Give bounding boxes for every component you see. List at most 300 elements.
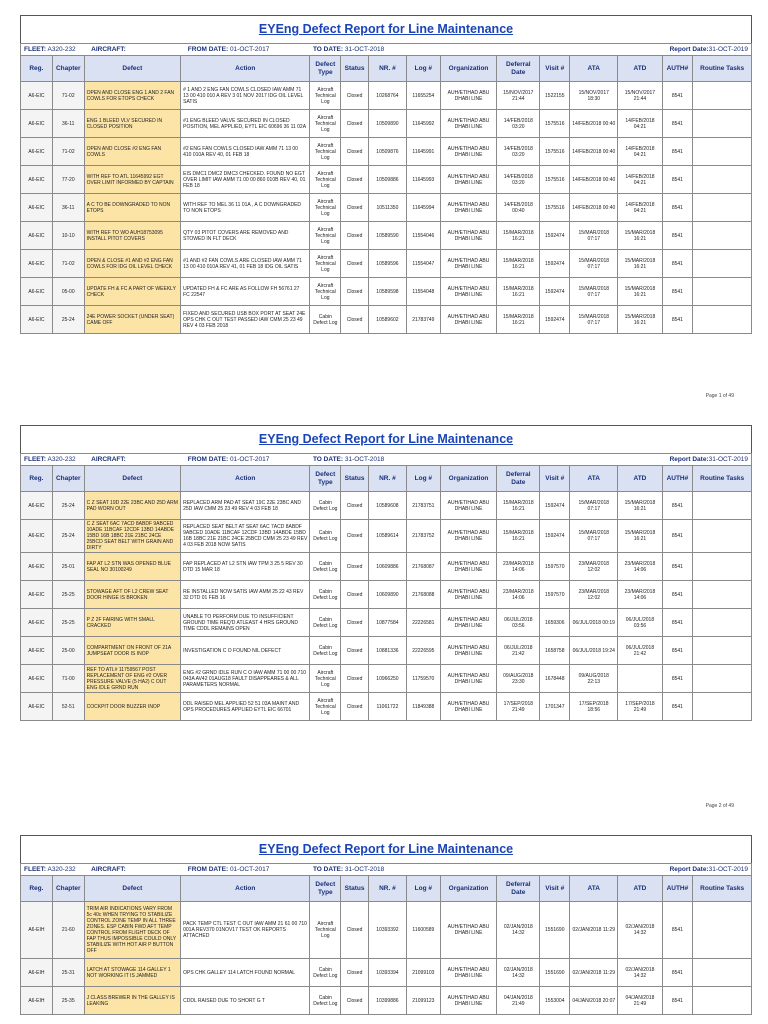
atd-cell: 15/MAR/2018 16:21	[618, 250, 662, 278]
auth-cell: 8541	[662, 492, 693, 520]
column-header: AUTH#	[662, 56, 693, 82]
routine-tasks-cell	[693, 278, 752, 306]
defect-type-cell: Cabin Defect Log	[310, 637, 341, 665]
reg-cell: A6-EIC	[21, 194, 53, 222]
deferral-date-cell: 15/MAR/2018 16:21	[497, 492, 540, 520]
action-cell: REPLACED ARM PAD AT SEAT 19C 22E 23BC AND 25D IAW CMM 25 23 49 REV 4 03 FEB 18	[181, 492, 310, 520]
ata-cell: 02/JAN/2018 11:29	[570, 902, 618, 959]
table-row	[21, 902, 752, 959]
status-cell: Closed	[341, 222, 369, 250]
column-header: Defect	[84, 466, 180, 492]
column-header: Defect Type	[310, 56, 341, 82]
auth-cell: 8541	[662, 222, 693, 250]
organization-cell: AUH/ETIHAD ABU DHABI LINE	[440, 194, 496, 222]
action-cell: ENG #2 GRND IDLE RUN C O IAW AMM 71 00 00 710 043A AV42 01AUG18 FAULT DISAPPEARES & ALL PARAMETERS NORMAL	[181, 665, 310, 693]
atd-cell: 02/JAN/2018 14:32	[618, 902, 662, 959]
atd-cell: 14/FEB/2018 04:21	[618, 110, 662, 138]
ata-cell: 14/FEB/2018 00:40	[570, 138, 618, 166]
log-cell: 22226595	[406, 637, 440, 665]
deferral-date-cell: 23/MAR/2018 14:06	[497, 581, 540, 609]
organization-cell: AUH/ETIHAD ABU DHABI LINE	[440, 987, 496, 1015]
defect-type-cell: Cabin Defect Log	[310, 987, 341, 1015]
column-header: Routine Tasks	[693, 876, 752, 902]
atd-cell: 02/JAN/2018 14:32	[618, 959, 662, 987]
deferral-date-cell: 02/JAN/2018 14:32	[497, 902, 540, 959]
column-header: ATA	[570, 876, 618, 902]
chapter-cell: 25-35	[52, 987, 84, 1015]
status-cell: Closed	[341, 553, 369, 581]
table-row	[21, 110, 752, 138]
status-cell: Closed	[341, 581, 369, 609]
column-header: Visit #	[540, 466, 570, 492]
reg-cell: A6-EIC	[21, 222, 53, 250]
organization-cell: AUH/ETIHAD ABU DHABI LINE	[440, 492, 496, 520]
defect-table	[20, 43, 752, 334]
log-cell: 11600589	[406, 902, 440, 959]
log-cell: 11645991	[406, 138, 440, 166]
action-cell: UNABLE TO PERFORM DUE TO INSUFFICIENT GROUND TIME REQ'D ATLEAST 4 HRS GROUND TIME CDDL REMAINS OPEN	[181, 609, 310, 637]
visit-cell: 1701347	[540, 693, 570, 721]
deferral-date-cell: 15/MAR/2018 16:21	[497, 250, 540, 278]
routine-tasks-cell	[693, 82, 752, 110]
routine-tasks-cell	[693, 637, 752, 665]
header-row	[21, 876, 752, 902]
defect-cell: C Z SEAT 19D 22E 23BC AND 25D ARM PAD WORN OUT	[84, 492, 180, 520]
visit-cell: 1575516	[540, 166, 570, 194]
deferral-date-cell: 23/MAR/2018 14:06	[497, 553, 540, 581]
defect-type-cell: Cabin Defect Log	[310, 492, 341, 520]
defect-type-cell: Cabin Defect Log	[310, 520, 341, 553]
ata-cell: 23/MAR/2018 12:02	[570, 553, 618, 581]
action-cell: FIXED AND SECURED USB BOX PORT AT SEAT 24E OPS CHK C OUT TEST PASSED IAW CMM 25 23 49 REV 4 03 FEB 2018	[181, 306, 310, 334]
deferral-date-cell: 15/MAR/2018 16:21	[497, 278, 540, 306]
aircraft-cell: AIRCRAFT: FROM DATE: 01-OCT-2017	[84, 864, 310, 876]
action-cell: FAP REPLACED AT L2 STN IAW TPM 3 25 5 REV 30 DTD 15 MAR 18	[181, 553, 310, 581]
chapter-cell: 36-11	[52, 110, 84, 138]
auth-cell: 8541	[662, 82, 693, 110]
reg-cell: A6-EIC	[21, 581, 53, 609]
log-cell: 11554047	[406, 250, 440, 278]
to-date-cell: TO DATE: 31-OCT-2018	[310, 44, 497, 56]
organization-cell: AUH/ETIHAD ABU DHABI LINE	[440, 278, 496, 306]
visit-cell: 1551690	[540, 959, 570, 987]
atd-cell: 14/FEB/2018 04:21	[618, 166, 662, 194]
visit-cell: 1522155	[540, 82, 570, 110]
action-cell: UPDATED FH & FC ARE AS FOLLOW FH 56761 27 FC 22547	[181, 278, 310, 306]
organization-cell: AUH/ETIHAD ABU DHABI LINE	[440, 520, 496, 553]
report-title: EYEng Defect Report for Line Maintenance	[20, 425, 752, 453]
column-header: Chapter	[52, 876, 84, 902]
reg-cell: A6-EIH	[21, 987, 53, 1015]
log-cell: 11554048	[406, 278, 440, 306]
visit-cell: 1553004	[540, 987, 570, 1015]
nr-cell: 10589590	[368, 222, 406, 250]
atd-cell: 23/MAR/2018 14:06	[618, 553, 662, 581]
nr-cell: 10589614	[368, 520, 406, 553]
chapter-cell: 25-24	[52, 306, 84, 334]
table-row	[21, 222, 752, 250]
routine-tasks-cell	[693, 194, 752, 222]
table-body	[21, 82, 752, 334]
routine-tasks-cell	[693, 306, 752, 334]
defect-type-cell: Cabin Defect Log	[310, 581, 341, 609]
log-cell: 11645994	[406, 194, 440, 222]
ata-cell: 15/MAR/2018 07:17	[570, 492, 618, 520]
auth-cell: 8541	[662, 250, 693, 278]
deferral-date-cell: 04/JAN/2018 21:49	[497, 987, 540, 1015]
ata-cell: 14/FEB/2018 00:40	[570, 166, 618, 194]
ata-cell: 06/JUL/2018 19:24	[570, 637, 618, 665]
routine-tasks-cell	[693, 693, 752, 721]
action-cell: RE INSTALLED NOW SATIS IAW AMM 25 22 43 REV 32 DTD 01 FEB 16	[181, 581, 310, 609]
reg-cell: A6-EIC	[21, 693, 53, 721]
report-date-cell: Report Date:31-OCT-2019	[497, 44, 752, 56]
status-cell: Closed	[341, 250, 369, 278]
defect-type-cell: Aircraft Technical Log	[310, 250, 341, 278]
auth-cell: 8541	[662, 609, 693, 637]
page-number: Page 1 of 49	[705, 393, 734, 399]
defect-cell: COCKPIT DOOR BUZZER INOP	[84, 693, 180, 721]
action-cell: #1 ENG BLEED VALVE SECURED IN CLOSED POSITION, MEL APPLIED, EYTL EIC 60696 36 11 02A	[181, 110, 310, 138]
log-cell: 11759570	[406, 665, 440, 693]
column-header: Visit #	[540, 56, 570, 82]
table-row	[21, 250, 752, 278]
deferral-date-cell: 06/JUL/2018 03:56	[497, 609, 540, 637]
ata-cell: 06/JUL/2018 00:19	[570, 609, 618, 637]
log-cell: 11849388	[406, 693, 440, 721]
routine-tasks-cell	[693, 250, 752, 278]
defect-cell: ENG 1 BLEED VLV SECURED IN CLOSED POSITION	[84, 110, 180, 138]
organization-cell: AUH/ETIHAD ABU DHABI LINE	[440, 609, 496, 637]
nr-cell: 10881336	[368, 637, 406, 665]
reg-cell: A6-EIC	[21, 306, 53, 334]
table-row	[21, 166, 752, 194]
chapter-cell: 25-24	[52, 520, 84, 553]
table-row	[21, 138, 752, 166]
log-cell: 21768087	[406, 553, 440, 581]
column-header: Log #	[406, 466, 440, 492]
nr-cell: 10589608	[368, 492, 406, 520]
nr-cell: 10509890	[368, 110, 406, 138]
nr-cell: 10393392	[368, 902, 406, 959]
table-row	[21, 637, 752, 665]
defect-cell: LATCH AT STOWAGE 114 GALLEY 1 NOT WORKING IT IS JAMMED	[84, 959, 180, 987]
defect-cell: OPEN AND CLOSE #2 ENG FAN COWLS	[84, 138, 180, 166]
reg-cell: A6-EIH	[21, 959, 53, 987]
reg-cell: A6-EIC	[21, 138, 53, 166]
defect-type-cell: Aircraft Technical Log	[310, 194, 341, 222]
organization-cell: AUH/ETIHAD ABU DHABI LINE	[440, 581, 496, 609]
status-cell: Closed	[341, 902, 369, 959]
ata-cell: 14/FEB/2018 00:40	[570, 110, 618, 138]
defect-cell: 24E POWER SOCKET (UNDER SEAT) CAME OFF	[84, 306, 180, 334]
defect-cell: REF TO ATL# 11759567 POST REPLACEMENT OF ENG #2 OVER PRESSURE VALVE (5 HA2) C OUT ENG IDLE GRND RUN	[84, 665, 180, 693]
reg-cell: A6-EIC	[21, 250, 53, 278]
atd-cell: 15/MAR/2018 16:21	[618, 492, 662, 520]
column-header: Action	[181, 876, 310, 902]
atd-cell: 23/MAR/2018 14:06	[618, 581, 662, 609]
deferral-date-cell: 02/JAN/2018 14:32	[497, 959, 540, 987]
column-header: Defect	[84, 876, 180, 902]
action-cell: DDL RAISED MEL APPLIED 52 51 03A MAINT AND OPS PROCEDURES APPLIED EYTL EIC 66701	[181, 693, 310, 721]
routine-tasks-cell	[693, 553, 752, 581]
visit-cell: 1592474	[540, 492, 570, 520]
log-cell: 21099103	[406, 959, 440, 987]
to-date-cell: TO DATE: 31-OCT-2018	[310, 864, 497, 876]
auth-cell: 8541	[662, 278, 693, 306]
auth-cell: 8541	[662, 138, 693, 166]
ata-cell: 15/NOV/2017 18:30	[570, 82, 618, 110]
chapter-cell: 52-51	[52, 693, 84, 721]
nr-cell: 10589598	[368, 278, 406, 306]
defect-table	[20, 863, 752, 1015]
atd-cell: 04/JAN/2018 21:49	[618, 987, 662, 1015]
visit-cell: 1551690	[540, 902, 570, 959]
log-cell: 11645992	[406, 110, 440, 138]
status-cell: Closed	[341, 492, 369, 520]
column-header: Defect Type	[310, 466, 341, 492]
routine-tasks-cell	[693, 987, 752, 1015]
action-cell: REPLACED SEAT BELT AT SEAT 6AC 7ACD 8ABDF 9ABCED 10ADE 11BCAF 12CDF 13BD 14ABDE 15BD 16B 18BC 21E 21BC 24CE 25BCD CMM 25 23 49 REV 4 03 FEB 2018 NOW SATIS	[181, 520, 310, 553]
defect-cell: TRIM AIR INDICATIONS VARY FROM 5c 40c WHEN TRYING TO STABILIZE CONTROL ZONE TEMP IN ALL THREE ZONES. ESP CABIN FWD AFT TEMP CONTROL FROM FLIGHT DECK OF FAP THUS IMPOSSIBLE COULD ONLY STABILIZE WITH HOT AIR P BUTTON OFF	[84, 902, 180, 959]
chapter-cell: 10-10	[52, 222, 84, 250]
column-header: Deferral Date	[497, 466, 540, 492]
deferral-date-cell: 17/SEP/2018 21:49	[497, 693, 540, 721]
filter-row	[21, 44, 752, 56]
status-cell: Closed	[341, 138, 369, 166]
atd-cell: 06/JUL/2018 03:56	[618, 609, 662, 637]
status-cell: Closed	[341, 609, 369, 637]
chapter-cell: 25-25	[52, 609, 84, 637]
defect-cell: WITH REF TO ATL 11645992 EGT OVER LIMIT INFORMED BY CAPTAIN	[84, 166, 180, 194]
column-header: NR. #	[368, 56, 406, 82]
auth-cell: 8541	[662, 166, 693, 194]
table-row	[21, 492, 752, 520]
auth-cell: 8541	[662, 693, 693, 721]
ata-cell: 15/MAR/2018 07:17	[570, 520, 618, 553]
reg-cell: A6-EIC	[21, 553, 53, 581]
ata-cell: 15/MAR/2018 07:17	[570, 278, 618, 306]
defect-type-cell: Aircraft Technical Log	[310, 110, 341, 138]
log-cell: 21099123	[406, 987, 440, 1015]
visit-cell: 1597570	[540, 553, 570, 581]
deferral-date-cell: 15/MAR/2018 16:21	[497, 222, 540, 250]
reg-cell: A6-EIC	[21, 110, 53, 138]
status-cell: Closed	[341, 166, 369, 194]
table-row	[21, 278, 752, 306]
log-cell: 22226581	[406, 609, 440, 637]
table-row	[21, 82, 752, 110]
table-row	[21, 553, 752, 581]
defect-cell: P Z 2F FAIRING WITH SMALL CRACKED	[84, 609, 180, 637]
atd-cell: 15/MAR/2018 16:21	[618, 306, 662, 334]
column-header: ATD	[618, 56, 662, 82]
ata-cell: 17/SEP/2018 18:56	[570, 693, 618, 721]
reg-cell: A6-EIC	[21, 637, 53, 665]
column-header: Log #	[406, 876, 440, 902]
action-cell: PACK TEMP CTL TEST C OUT IAW AMM 21 61 00 710 001A REV370 01NOV17 TEST OK REPORTS ATTACHED	[181, 902, 310, 959]
deferral-date-cell: 09/AUG/2018 23:30	[497, 665, 540, 693]
organization-cell: AUH/ETIHAD ABU DHABI LINE	[440, 110, 496, 138]
visit-cell: 1592474	[540, 222, 570, 250]
atd-cell: 15/MAR/2018 16:21	[618, 520, 662, 553]
filter-row	[21, 864, 752, 876]
defect-type-cell: Cabin Defect Log	[310, 609, 341, 637]
deferral-date-cell: 14/FEB/2018 03:20	[497, 166, 540, 194]
nr-cell: 10877584	[368, 609, 406, 637]
auth-cell: 8541	[662, 306, 693, 334]
organization-cell: AUH/ETIHAD ABU DHABI LINE	[440, 637, 496, 665]
column-header: ATA	[570, 56, 618, 82]
auth-cell: 8541	[662, 902, 693, 959]
column-header: NR. #	[368, 466, 406, 492]
log-cell: 11554046	[406, 222, 440, 250]
routine-tasks-cell	[693, 959, 752, 987]
auth-cell: 8541	[662, 581, 693, 609]
routine-tasks-cell	[693, 492, 752, 520]
auth-cell: 8541	[662, 665, 693, 693]
action-cell: WITH REF TO MEL 36 11 01A , A C DOWNGRADED TO NON ETOPS	[181, 194, 310, 222]
nr-cell: 10268764	[368, 82, 406, 110]
chapter-cell: 25-00	[52, 637, 84, 665]
routine-tasks-cell	[693, 520, 752, 553]
action-cell: CDDL RAISED DUE TO SHORT G T	[181, 987, 310, 1015]
report-title: EYEng Defect Report for Line Maintenance	[20, 835, 752, 863]
organization-cell: AUH/ETIHAD ABU DHABI LINE	[440, 902, 496, 959]
action-cell: # 1 AND 2 ENG FAN COWLS CLOSED IAW AMM 71 13 00 410 010 A REV 3 01 NOV 2017 IDG OIL LEVEL SATIS	[181, 82, 310, 110]
organization-cell: AUH/ETIHAD ABU DHABI LINE	[440, 138, 496, 166]
organization-cell: AUH/ETIHAD ABU DHABI LINE	[440, 306, 496, 334]
chapter-cell: 71-02	[52, 250, 84, 278]
report-page-3	[20, 835, 752, 1015]
column-header: NR. #	[368, 876, 406, 902]
deferral-date-cell: 15/NOV/2017 21:44	[497, 82, 540, 110]
fleet-cell: FLEET: A320-232	[21, 454, 85, 466]
routine-tasks-cell	[693, 902, 752, 959]
ata-cell: 09/AUG/2018 22:13	[570, 665, 618, 693]
nr-cell: 10393394	[368, 959, 406, 987]
visit-cell: 1658758	[540, 637, 570, 665]
status-cell: Closed	[341, 82, 369, 110]
table-body	[21, 492, 752, 721]
chapter-cell: 25-31	[52, 959, 84, 987]
defect-cell: OPEN & CLOSE #1 AND #2 ENG FAN COWLS FOR IDG OIL LEVEL CHECK	[84, 250, 180, 278]
deferral-date-cell: 06/JUL/2018 21:42	[497, 637, 540, 665]
reg-cell: A6-EIC	[21, 166, 53, 194]
ata-cell: 23/MAR/2018 12:02	[570, 581, 618, 609]
column-header: Routine Tasks	[693, 466, 752, 492]
report-page-2	[20, 425, 752, 809]
defect-cell: WITH REF TO WO AUH18753095 INSTALL PITOT COVERS	[84, 222, 180, 250]
chapter-cell: 71-02	[52, 82, 84, 110]
header-row	[21, 466, 752, 492]
visit-cell: 1678448	[540, 665, 570, 693]
table-row	[21, 609, 752, 637]
nr-cell: 10511350	[368, 194, 406, 222]
log-cell: 21768088	[406, 581, 440, 609]
defect-cell: OPEN AND CLOSE ENG 1 AND 2 FAN COWLS FOR ETOPS CHECK	[84, 82, 180, 110]
visit-cell: 1575516	[540, 138, 570, 166]
column-header: Status	[341, 876, 369, 902]
chapter-cell: 36-11	[52, 194, 84, 222]
column-header: Deferral Date	[497, 876, 540, 902]
chapter-cell: 77-20	[52, 166, 84, 194]
auth-cell: 8541	[662, 520, 693, 553]
column-header: Reg.	[21, 56, 53, 82]
defect-cell: A C TO BE DOWNGRADED TO NON ETOPS	[84, 194, 180, 222]
status-cell: Closed	[341, 278, 369, 306]
log-cell: 21783752	[406, 520, 440, 553]
auth-cell: 8541	[662, 194, 693, 222]
column-header: Log #	[406, 56, 440, 82]
column-header: Status	[341, 466, 369, 492]
nr-cell: 10589602	[368, 306, 406, 334]
defect-table	[20, 453, 752, 721]
reg-cell: A6-EIC	[21, 665, 53, 693]
report-date-cell: Report Date:31-OCT-2019	[497, 454, 752, 466]
atd-cell: 15/MAR/2018 16:21	[618, 222, 662, 250]
column-header: Chapter	[52, 466, 84, 492]
defect-type-cell: Aircraft Technical Log	[310, 138, 341, 166]
status-cell: Closed	[341, 520, 369, 553]
atd-cell: 15/MAR/2018 16:21	[618, 278, 662, 306]
report-title: EYEng Defect Report for Line Maintenance	[20, 15, 752, 43]
column-header: AUTH#	[662, 466, 693, 492]
defect-type-cell: Aircraft Technical Log	[310, 82, 341, 110]
ata-cell: 15/MAR/2018 07:17	[570, 306, 618, 334]
deferral-date-cell: 14/FEB/2018 03:20	[497, 110, 540, 138]
status-cell: Closed	[341, 959, 369, 987]
atd-cell: 06/JUL/2018 21:42	[618, 637, 662, 665]
defect-cell: COMPARTMENT ON FRONT OF 21A JUMPSEAT DOOR IS INOP	[84, 637, 180, 665]
reg-cell: A6-EIC	[21, 278, 53, 306]
to-date-cell: TO DATE: 31-OCT-2018	[310, 454, 497, 466]
deferral-date-cell: 15/MAR/2018 16:21	[497, 520, 540, 553]
atd-cell	[618, 665, 662, 693]
defect-cell: C Z SEAT 6AC 7ACD 8ABDF 9ABCED 10ADE 11BCAF 12CDF 13BD 14ABDE 15BD 16B 18BC 21E 21BC 24CE 25BCD SEAT BELT WITH GRAIN AND DIRTY	[84, 520, 180, 553]
column-header: Organization	[440, 56, 496, 82]
fleet-cell: FLEET: A320-232	[21, 44, 85, 56]
aircraft-cell: AIRCRAFT: FROM DATE: 01-OCT-2017	[84, 44, 310, 56]
column-header: ATD	[618, 876, 662, 902]
nr-cell: 10966250	[368, 665, 406, 693]
column-header: Status	[341, 56, 369, 82]
action-cell: INVESTIGATION C O FOUND NIL DEFECT	[181, 637, 310, 665]
visit-cell: 1659306	[540, 609, 570, 637]
visit-cell: 1592474	[540, 250, 570, 278]
atd-cell: 15/NOV/2017 21:44	[618, 82, 662, 110]
fleet-cell: FLEET: A320-232	[21, 864, 85, 876]
defect-type-cell: Aircraft Technical Log	[310, 665, 341, 693]
table-row	[21, 959, 752, 987]
chapter-cell: 25-24	[52, 492, 84, 520]
nr-cell: 10509886	[368, 166, 406, 194]
column-header: Defect Type	[310, 876, 341, 902]
column-header: ATD	[618, 466, 662, 492]
table-row	[21, 665, 752, 693]
status-cell: Closed	[341, 194, 369, 222]
column-header: Routine Tasks	[693, 56, 752, 82]
routine-tasks-cell	[693, 581, 752, 609]
page-number: Page 2 of 49	[705, 803, 734, 809]
atd-cell: 17/SEP/2018 21:49	[618, 693, 662, 721]
column-header: Reg.	[21, 876, 53, 902]
auth-cell: 8541	[662, 637, 693, 665]
action-cell: QTY 03 PITOT COVERS ARE REMOVED AND STOWED IN FLT DECK	[181, 222, 310, 250]
status-cell: Closed	[341, 987, 369, 1015]
nr-cell: 10589596	[368, 250, 406, 278]
defect-cell: J CLASS BREWER IN THE GALLEY IS LEAKING	[84, 987, 180, 1015]
